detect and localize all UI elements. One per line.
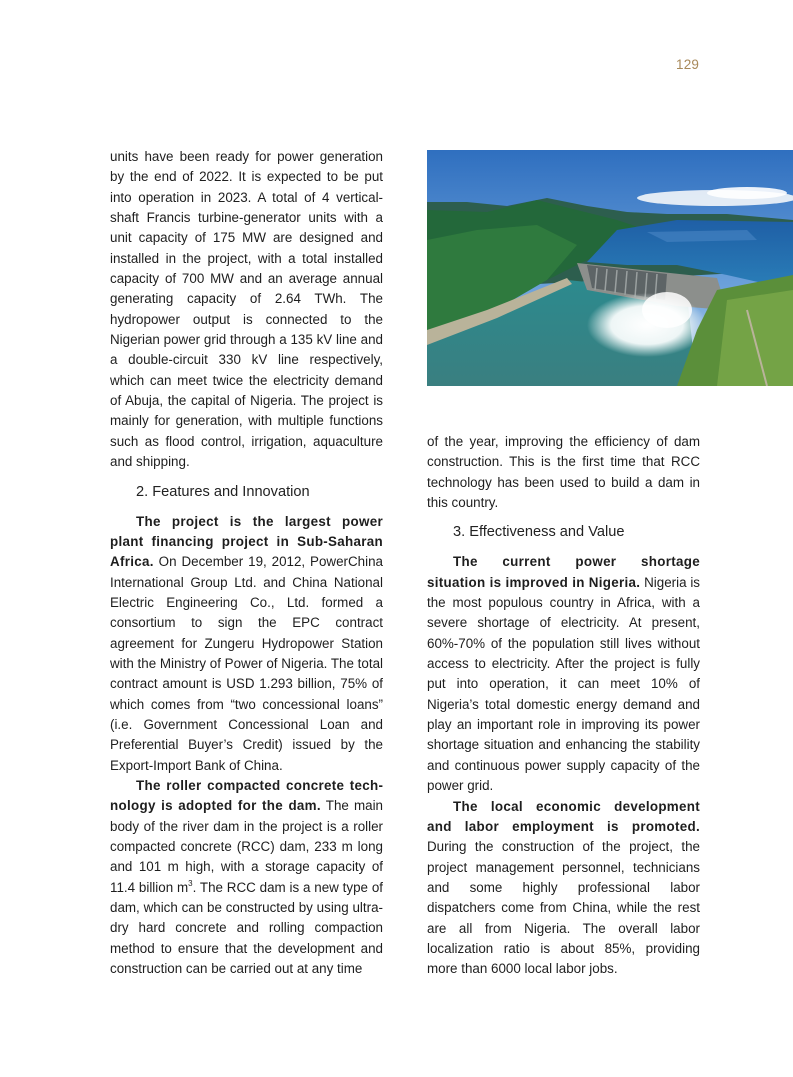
body-employment: During the construction of the project, the project management personnel, technicians and some highly professional labor dispatchers come from China, while the rest are all from Nigeria. The overall labor localization ratio is about 85%, providing more than 6000 local labor jobs. [427, 839, 700, 977]
right-column [427, 432, 700, 980]
paragraph-capacity: units have been ready for power generation by the end of 2022. It is expected to be put into operation in 2023. A total of 4 vertical-shaft Francis turbine-generator units with a unit capacity of 175 MW are designed and installed in the project, with a total installed capacity of 700 MW and an average annual generating capacity of 2.64 TWh. The hydropower output is connected to the Nigerian power grid through a 135 kV line and a double-circuit 330 kV line respectively, which can meet twice the electricity demand of Abuja, the capital of Nigeria. The project is mainly for generation, with multiple functions such as flood control, irrigation, aquaculture and shipping. [110, 149, 383, 470]
lead-power-shortage: The current power shortage situation is improved in Nigeria. [427, 554, 700, 590]
paragraph-financing [110, 512, 383, 776]
page-number: 129 [676, 57, 700, 72]
hydropower-dam-image [427, 150, 793, 386]
dam-photo [427, 150, 793, 386]
paragraph-employment [427, 797, 700, 980]
paragraph-power-shortage [427, 552, 700, 796]
heading-features-innovation: 2. Features and Innovation [136, 483, 310, 500]
heading-effectiveness-value: 3. Effectiveness and Value [453, 524, 625, 541]
lead-employment: The local economic development and labor employment is promoted. [427, 798, 700, 834]
lead-rcc-technology: The roller compacted concrete technology is adopted for the dam. [110, 777, 383, 814]
paragraph-rcc-technology [110, 776, 383, 979]
body-power-shortage: Nigeria is the most populous country in Africa, with a severe shortage of electricity. At present, 60%-70% of the population still lives without access to electricity. After the project is fully put into operation, it can meet 10% of Nigeria’s total domestic energy demand and play an important role in improving its power shortage situation and enhancing the stability and continuous power supply capacity of the power grid. [427, 574, 700, 794]
lead-financing: The project is the largest power plant financing project in Sub-Saharan Africa. [110, 513, 383, 570]
left-column [110, 147, 383, 979]
body-rcc-a: The main body of the river dam in the project is a roller compacted concrete (RCC) dam, 233 m long and 101 m high, with a storage capacity of 11.4 billion m [110, 798, 383, 895]
paragraph-rcc-continued: of the year, improving the efficiency of dam construction. This is the first time that RCC technology has been used to build a dam in this country. [427, 434, 700, 511]
superscript-cubed: 3 [188, 878, 193, 888]
body-rcc-b: . The RCC dam is a new type of dam, which can be constructed by using ultra-dry hard concrete and rolling compaction method to ensure that the development and construction can be carried out at any time [110, 879, 383, 977]
body-financing: On December 19, 2012, PowerChina International Group Ltd. and China National Electric Engineering Co., Ltd. formed a consortium to sign the EPC contract agreement for Zungeru Hydropower Station with the Ministry of Power of Nigeria. The total contract amount is USD 1.293 billion, 75% of which comes from “two concessional loans” (i.e. Government Concessional Loan and Preferential Buyer’s Credit) issued by the Export-Import Bank of China. [110, 554, 383, 773]
